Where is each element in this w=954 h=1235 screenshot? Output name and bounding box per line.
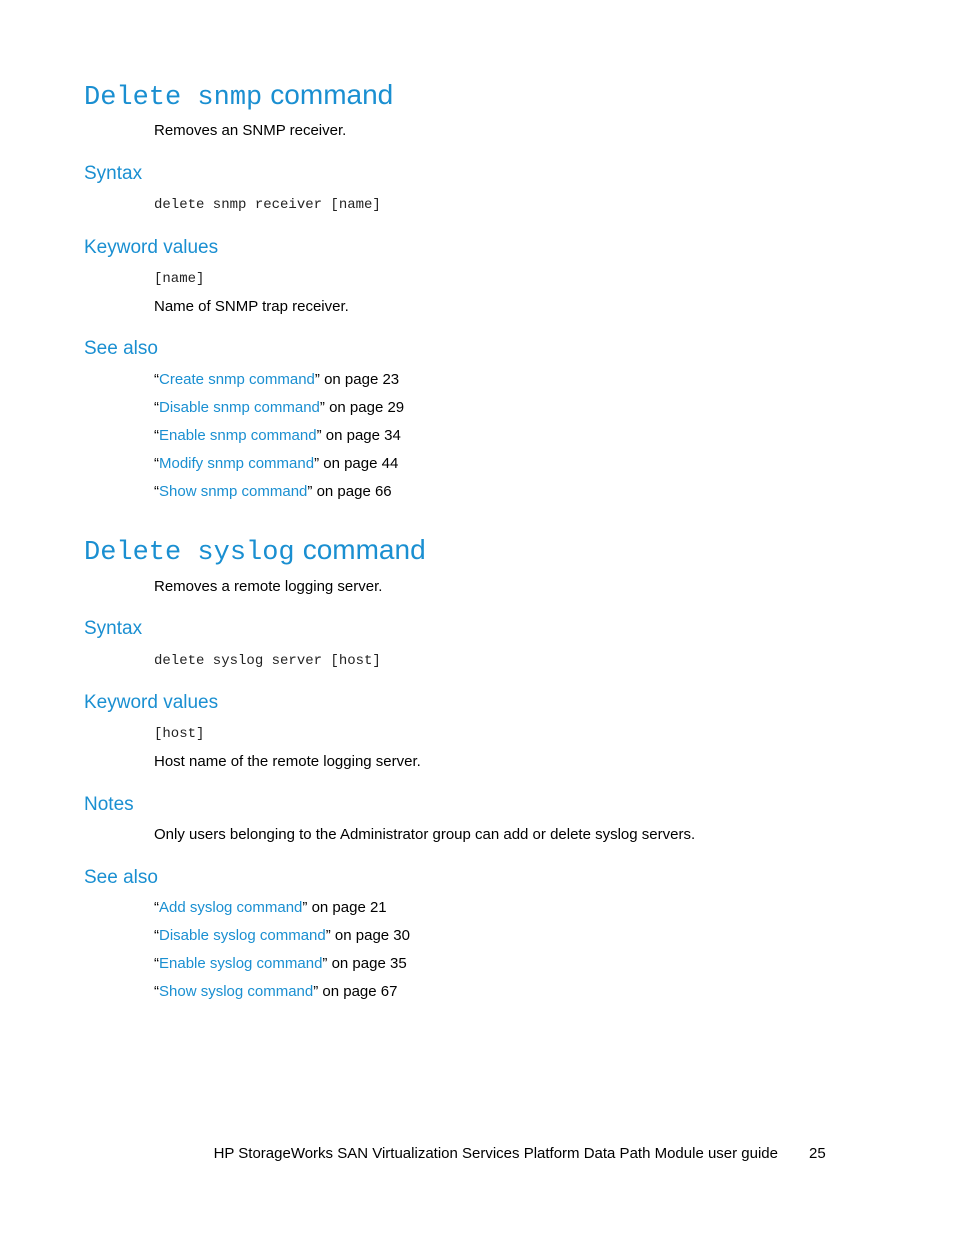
notes-text: Only users belonging to the Administrator group can add or delete syslog servers. bbox=[154, 826, 696, 843]
keyword-code: [name] bbox=[154, 271, 205, 287]
keyword-code: [host] bbox=[154, 726, 205, 742]
description: Removes an SNMP receiver. bbox=[154, 122, 347, 139]
syntax-code: delete syslog server [host] bbox=[154, 653, 381, 669]
see-also-link[interactable]: Create snmp command bbox=[159, 371, 315, 388]
syntax-heading: Syntax bbox=[84, 618, 143, 639]
keyword-values-heading: Keyword values bbox=[84, 237, 219, 258]
description: Removes a remote logging server. bbox=[154, 578, 383, 595]
see-also-item: “Create snmp command” on page 23 bbox=[154, 371, 400, 388]
keyword-description: Host name of the remote logging server. bbox=[154, 753, 421, 770]
syntax-heading: Syntax bbox=[84, 163, 143, 184]
page-number: 25 bbox=[809, 1145, 826, 1162]
keyword-values-heading: Keyword values bbox=[84, 692, 219, 713]
see-also-link[interactable]: Modify snmp command bbox=[159, 455, 315, 472]
title-command-word: command bbox=[302, 534, 426, 565]
section-title-delete-snmp bbox=[84, 78, 393, 115]
title-command-name: Delete snmp bbox=[84, 83, 263, 113]
see-also-item: “Show syslog command” on page 67 bbox=[154, 983, 398, 1000]
see-also-heading: See also bbox=[84, 867, 158, 888]
section-title-delete-syslog bbox=[84, 533, 426, 570]
notes-heading: Notes bbox=[84, 794, 134, 815]
title-command-word: command bbox=[270, 79, 394, 110]
see-also-item: “Add syslog command” on page 21 bbox=[154, 899, 387, 916]
see-also-item: “Disable syslog command” on page 30 bbox=[154, 927, 410, 944]
see-also-link[interactable]: Enable syslog command bbox=[159, 955, 323, 972]
see-also-heading: See also bbox=[84, 338, 158, 359]
see-also-link[interactable]: Enable snmp command bbox=[159, 427, 317, 444]
syntax-code: delete snmp receiver [name] bbox=[154, 197, 381, 213]
see-also-item: “Show snmp command” on page 66 bbox=[154, 483, 392, 500]
title-command-name: Delete syslog bbox=[84, 538, 295, 568]
see-also-item: “Enable syslog command” on page 35 bbox=[154, 955, 407, 972]
keyword-description: Name of SNMP trap receiver. bbox=[154, 298, 349, 315]
see-also-link[interactable]: Show syslog command bbox=[159, 983, 314, 1000]
see-also-item: “Enable snmp command” on page 34 bbox=[154, 427, 401, 444]
see-also-link[interactable]: Add syslog command bbox=[159, 899, 303, 916]
see-also-link[interactable]: Show snmp command bbox=[159, 483, 308, 500]
see-also-link[interactable]: Disable snmp command bbox=[159, 399, 320, 416]
see-also-item: “Disable snmp command” on page 29 bbox=[154, 399, 405, 416]
footer-title: HP StorageWorks SAN Virtualization Services Platform Data Path Module user guide bbox=[213, 1145, 778, 1162]
see-also-link[interactable]: Disable syslog command bbox=[159, 927, 326, 944]
see-also-item: “Modify snmp command” on page 44 bbox=[154, 455, 399, 472]
